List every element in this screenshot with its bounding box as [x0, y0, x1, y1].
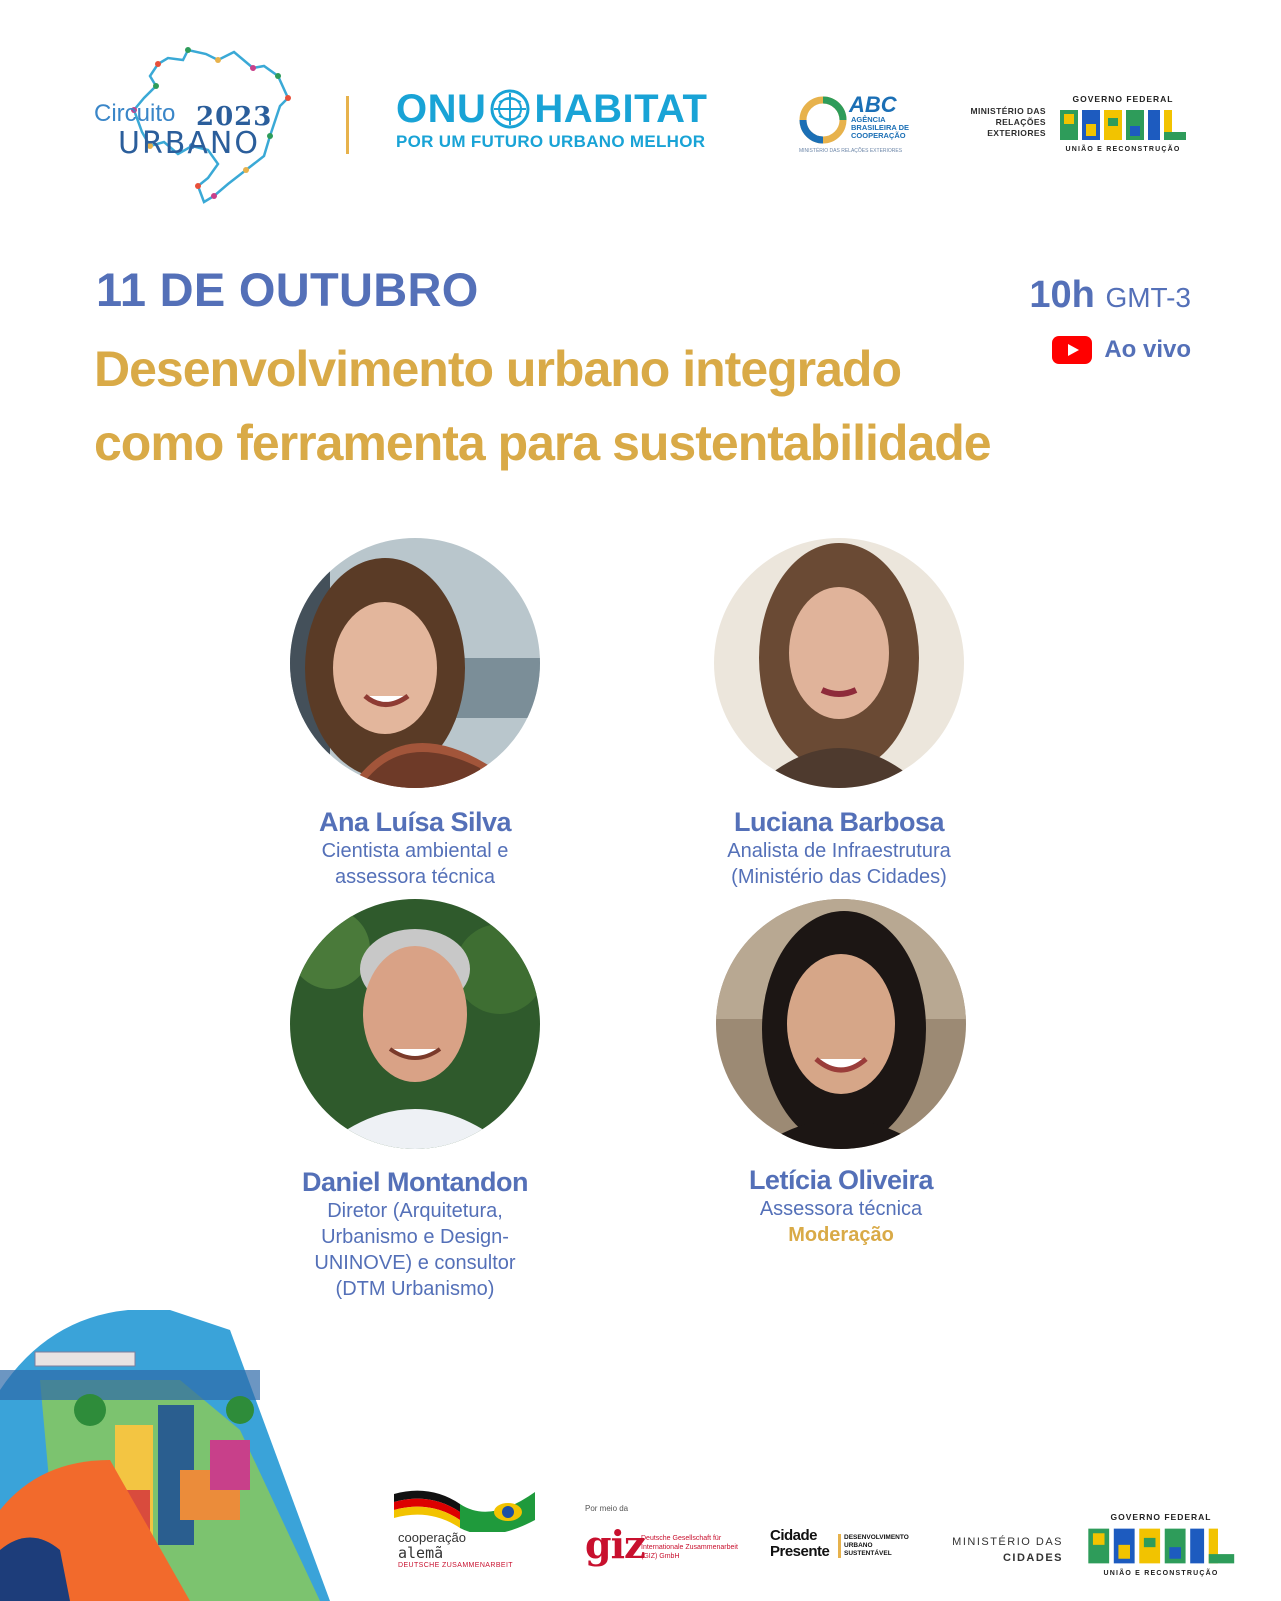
circuito-urbano-logo [88, 46, 303, 206]
speaker-card-ana [255, 806, 575, 890]
speaker-role-line: Assessora técnica [759, 1198, 923, 1220]
mre-line2: RELAÇÕES [995, 117, 1046, 127]
cidade-desc1: DESENVOLVIMENTO [844, 1534, 909, 1541]
speaker-role-line: Urbanismo e Design- [321, 1226, 509, 1248]
moderation-tag: Moderação [788, 1224, 894, 1246]
onu-tagline: POR UM FUTURO URBANO MELHOR [396, 132, 706, 151]
circuito-year: 2023 [196, 102, 273, 132]
mcid-line1: MINISTÉRIO DAS [952, 1536, 1063, 1548]
giz-desc: Deutsche Gesellschaft für Internationale Zusammenarbeit (GIZ) GmbH [641, 1535, 738, 1560]
circuito-urbano-word: URBANO [118, 126, 260, 161]
speaker-role-line: UNINOVE) e consultor [314, 1252, 516, 1274]
mre-line1: MINISTÉRIO DAS [970, 106, 1046, 116]
giz-wordmark: giz [585, 1522, 645, 1567]
event-title-line2: como ferramenta para sustentabilidade [94, 415, 991, 471]
youtube-icon [1052, 336, 1092, 364]
event-date: 11 DE OUTUBRO [96, 263, 479, 316]
mcid-line2-text: CIDADES [1002, 1552, 1063, 1564]
speaker-name: Luciana Barbosa [733, 807, 945, 837]
germany-brazil-flag-icon [390, 1484, 540, 1532]
speaker-name: Ana Luísa Silva [318, 807, 512, 837]
speaker-portrait-ana [290, 538, 540, 788]
coop-line3: DEUTSCHE ZUSAMMENARBEIT [398, 1562, 513, 1569]
giz-pre: Por meio da [585, 1504, 629, 1513]
cooperacao-alema-logo [390, 1484, 550, 1574]
gov-top-text: GOVERNO FEDERAL [1072, 94, 1174, 104]
circuito-word: Circuito [94, 100, 176, 127]
speaker-role-line: (DTM Urbanismo) [335, 1278, 495, 1300]
event-time [1029, 274, 1191, 317]
speaker-portrait-leticia [716, 899, 966, 1149]
giz-logo [585, 1504, 745, 1574]
speaker-photo-daniel [290, 899, 540, 1149]
onu-habitat-logo [396, 88, 751, 158]
city-illustration [0, 1310, 330, 1601]
speaker-role-line: (Ministério das Cidades) [731, 866, 947, 888]
abc-ring-icon [797, 94, 849, 146]
speaker-role-line: Diretor (Arquitetura, [327, 1200, 503, 1222]
brasil-wordmark [1058, 106, 1188, 144]
gov-bottom-text: UNIÃO E RECONSTRUÇÃO [1103, 1570, 1219, 1577]
event-title-line1: Desenvolvimento urbano integrado [94, 341, 902, 397]
speaker-portrait-daniel [290, 899, 540, 1149]
gov-federal-logo-footer [1086, 1512, 1236, 1588]
speaker-photo-leticia [716, 899, 966, 1149]
coop-line1: cooperação [398, 1530, 466, 1545]
abc-name: AGÊNCIA BRASILEIRA DE COOPERAÇÃO [851, 115, 910, 140]
speaker-photo-luciana [714, 538, 964, 788]
gov-federal-logo-header [1058, 94, 1188, 160]
event-hour: 10h [1029, 274, 1095, 316]
speaker-name: Letícia Oliveira [748, 1165, 934, 1195]
header-divider [346, 96, 349, 154]
speaker-photo-ana [290, 538, 540, 788]
event-title [94, 332, 1094, 480]
live-label: Ao vivo [1104, 336, 1191, 363]
coop-line2: alemã [398, 1544, 444, 1562]
speaker-portrait-luciana [714, 538, 964, 788]
cidade-name1: Cidade [770, 1527, 818, 1544]
mre-logo [960, 106, 1046, 139]
un-emblem-icon [489, 88, 531, 130]
cidade-name2: Presente [770, 1543, 830, 1560]
speaker-card-daniel [255, 1166, 575, 1302]
cidade-desc3: SUSTENTÁVEL [844, 1550, 892, 1557]
speaker-role-line: Analista de Infraestrutura [727, 840, 951, 862]
mcid-line2 [945, 1550, 1063, 1566]
cidade-bar [838, 1534, 841, 1558]
gov-bottom-text: UNIÃO E RECONSTRUÇÃO [1065, 146, 1181, 153]
brasil-wordmark [1086, 1524, 1237, 1568]
gov-top-text: GOVERNO FEDERAL [1110, 1512, 1212, 1522]
event-timezone: GMT-3 [1105, 282, 1191, 313]
cidade-desc2: URBANO [844, 1542, 873, 1549]
speaker-card-luciana [679, 806, 999, 890]
abc-ministry: MINISTÉRIO DAS RELAÇÕES EXTERIORES [799, 148, 903, 154]
speaker-card-leticia [681, 1164, 1001, 1248]
speaker-role-line: assessora técnica [334, 866, 496, 888]
live-badge[interactable] [1052, 336, 1191, 364]
onu-word: ONU [396, 87, 487, 131]
abc-letters: ABC [849, 92, 897, 117]
city-illustration-art [0, 1310, 330, 1601]
speaker-role-line: Cientista ambiental e [321, 840, 509, 862]
ministerio-cidades-logo [945, 1534, 1063, 1566]
habitat-word: HABITAT [534, 87, 708, 131]
abc-logo [797, 92, 917, 156]
speaker-name: Daniel Montandon [302, 1167, 528, 1197]
mre-line3: EXTERIORES [987, 128, 1046, 138]
cidade-presente-logo [770, 1528, 920, 1568]
